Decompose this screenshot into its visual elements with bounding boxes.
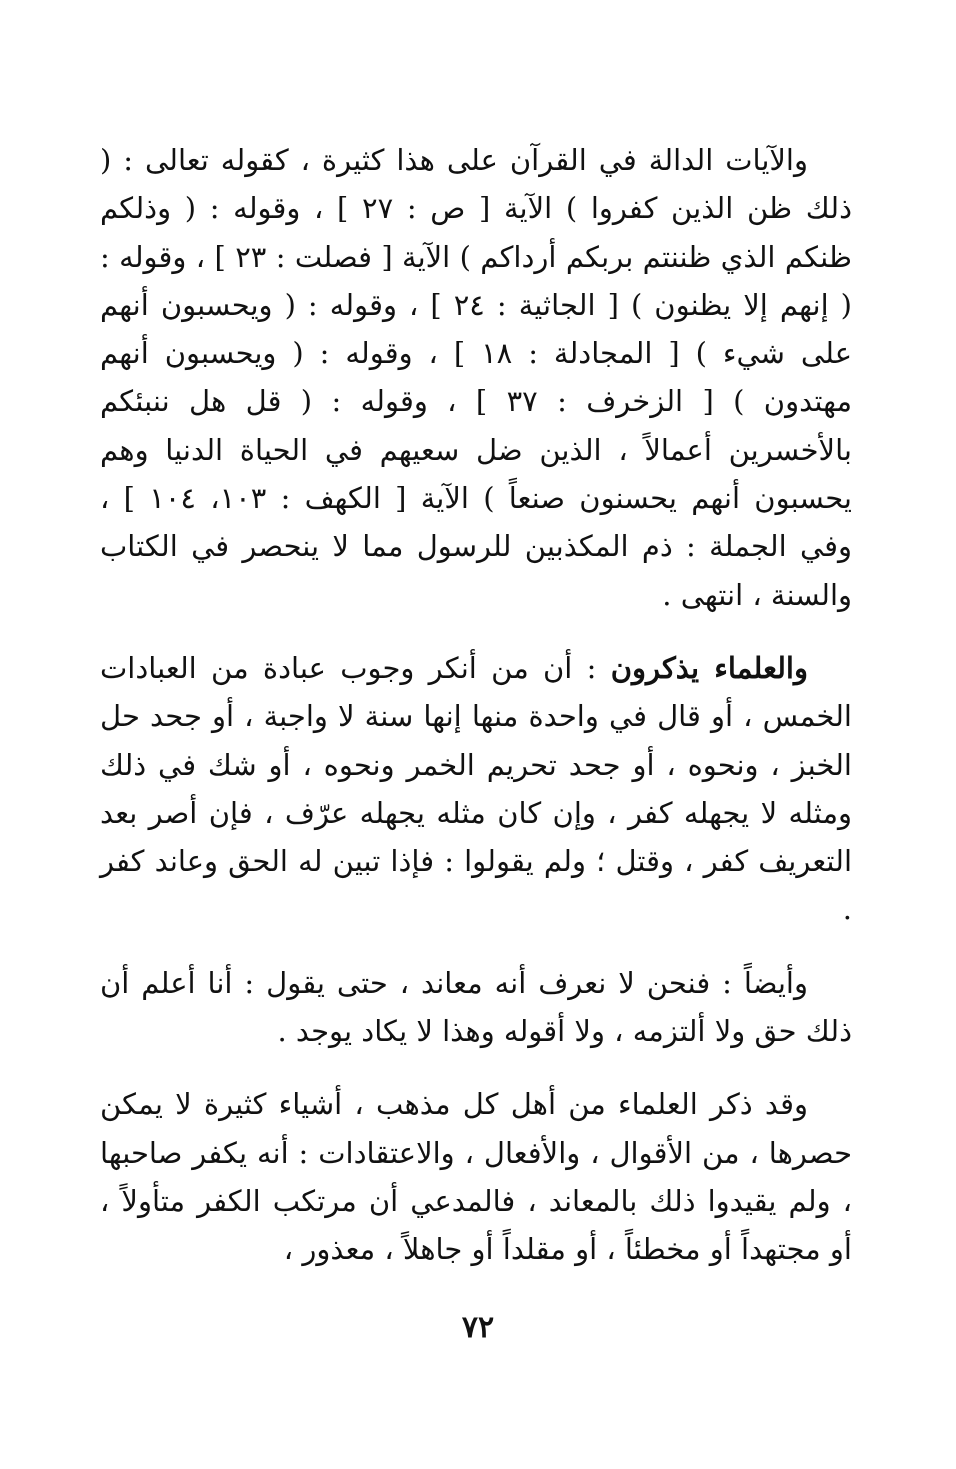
paragraph-3	[100, 959, 852, 1056]
paragraph-1-text: والآيات الدالة في القرآن على هذا كثيرة ، كقوله تعالى : ( ذلك ظن الذين كفروا ) الآية [ ص : ٢٧ ] ، وقوله : ( وذلكم ظنكم الذي ظننتم بربكم أرداكم ) الآية [ فصلت : ٢٣ ] ، وقوله : ( إنهم إلا يظنون ) [ الجاثية : ٢٤ ] ، وقوله : ( ويحسبون أنهم على شيء ) [ المجادلة : ١٨ ] ، وقوله : ( ويحسبون أنهم مهتدون ) [ الزخرف : ٣٧ ] ، وقوله : ( قل هل ننبئكم بالأخسرين أعمالاً ، الذين ضل سعيهم في الحياة الدنيا وهم يحسبون أنهم يحسنون صنعاً ) الآية [ الكهف : ١٠٣، ١٠٤ ] ، وفي الجملة : ذم المكذبين للرسول مما لا ينحصر في الكتاب والسنة ، انتهى .	[100, 143, 853, 612]
paragraph-3-text: وأيضاً : فنحن لا نعرف أنه معاند ، حتى يقول : أنا أعلم أن ذلك حق ولا ألتزمه ، ولا أقوله وهذا لا يكاد يوجد .	[100, 965, 852, 1049]
paragraph-4-text: وقد ذكر العلماء من أهل كل مذهب ، أشياء كثيرة لا يمكن حصرها ، من الأقوال ، والأفعال ، والاعتقادات : أنه يكفر صاحبها ، ولم يقيدوا ذلك بالمعاند ، فالمدعي أن مرتكب الكفر متأولاً ، أو مجتهداً أو مخطئاً ، أو مقلداً أو جاهلاً ، معذور ،	[100, 1087, 852, 1267]
page-body	[100, 136, 852, 1299]
paragraph-4	[100, 1080, 852, 1273]
paragraph-2	[100, 644, 852, 934]
paragraph-2-text: : أن من أنكر وجوب عبادة من العبادات الخمس ، أو قال في واحدة منها إنها سنة لا واجبة ، أو جحد حل الخبز ، ونحوه ، أو جحد تحريم الخمر ونحوه ، أو شك في ذلك ومثله لا يجهله كفر ، وإن كان مثله يجهله عرّف ، فإن أصر بعد التعريف كفر ، وقتل ؛ ولم يقولوا : فإذا تبين له الحق وعاند كفر .	[100, 650, 852, 927]
page-number: ٧٢	[461, 1310, 495, 1345]
paragraph-1	[100, 136, 852, 619]
paragraph-2-lead: والعلماء يذكرون	[610, 650, 808, 685]
